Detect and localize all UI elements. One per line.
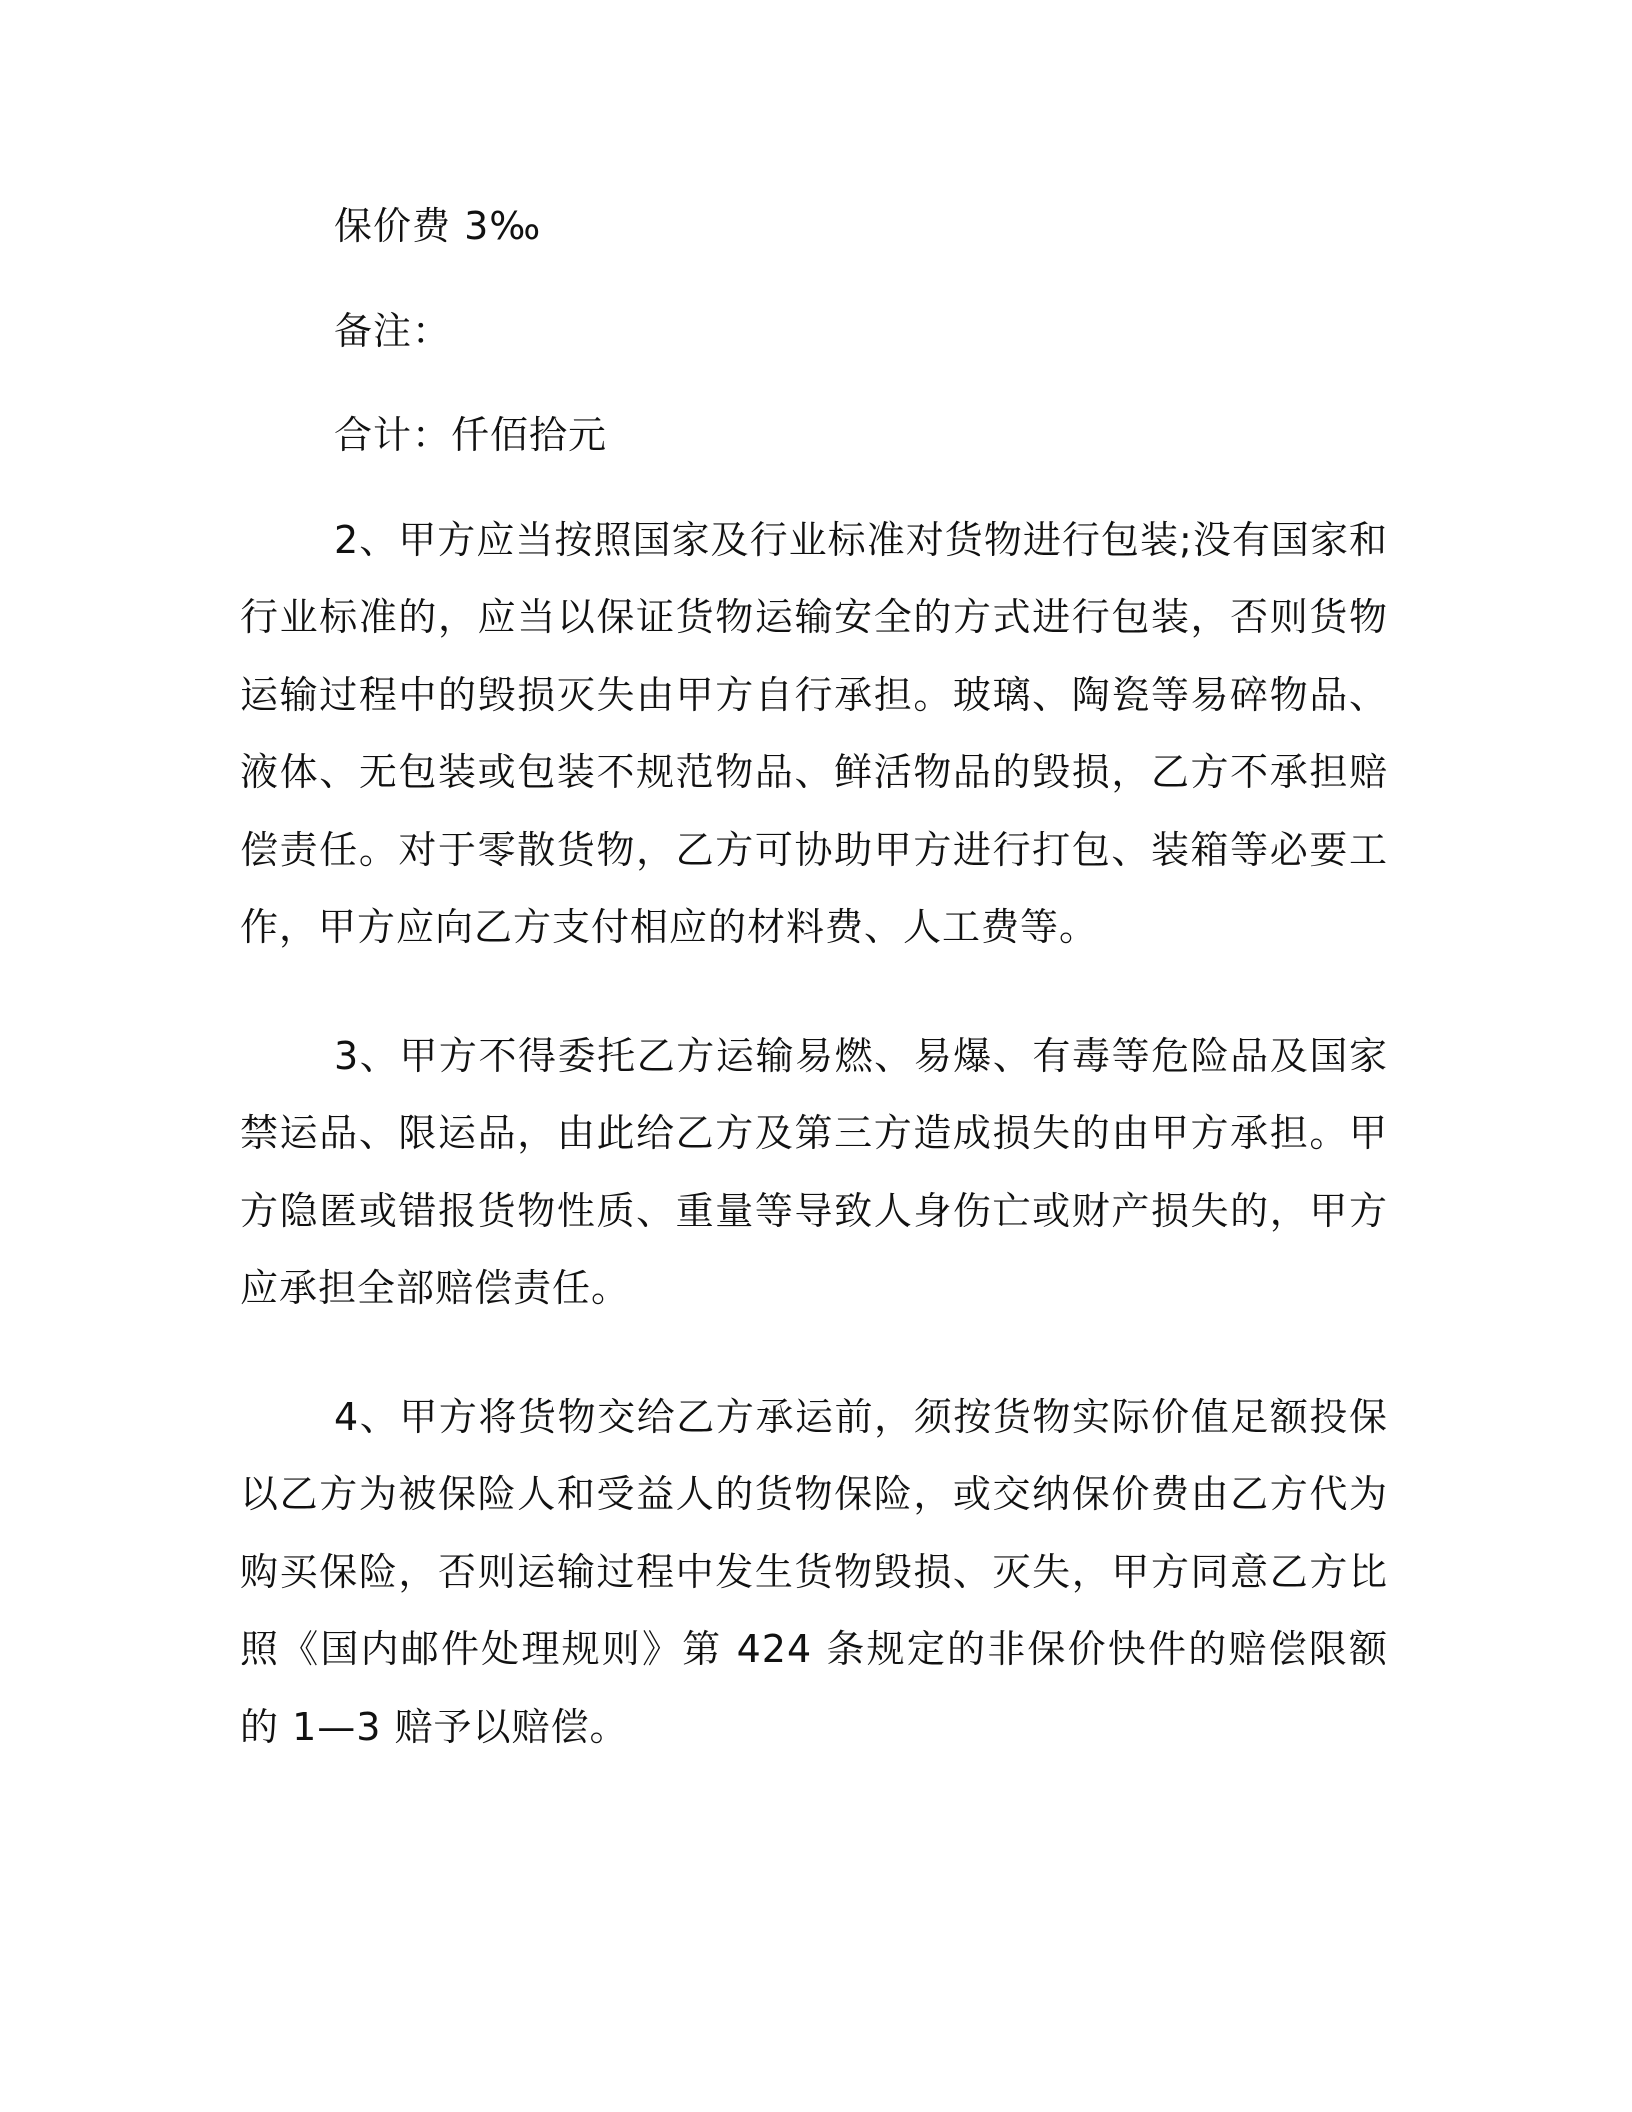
document-body — [240, 188, 1388, 1766]
total-line: 合计：仟佰拾元 — [334, 413, 608, 457]
clause-2-paragraph: 2、甲方应当按照国家及行业标准对货物进行包装;没有国家和行业标准的，应当以保证货物运输安全的方式进行包装，否则货物运输过程中的毁损灭失由甲方自行承担。玻璃、陶瓷等易碎物品、液体、无包装或包装不规范物品、鲜活物品的毁损，乙方不承担赔偿责任。对于零散货物，乙方可协助甲方进行打包、装箱等必要工作，甲方应向乙方支付相应的材料费、人工费等。 — [240, 517, 1388, 949]
insurance-fee-line: 保价费 3‰ — [334, 204, 542, 248]
remarks-line: 备注： — [334, 308, 452, 353]
clause-3-paragraph: 3、甲方不得委托乙方运输易燃、易爆、有毒等危险品及国家禁运品、限运品，由此给乙方及第三方造成损失的由甲方承担。甲方隐匿或错报货物性质、重量等导致人身伤亡或财产损失的，甲方应承担全部赔偿责任。 — [240, 1033, 1388, 1310]
clause-4-paragraph: 4、甲方将货物交给乙方承运前，须按货物实际价值足额投保以乙方为被保险人和受益人的货物保险，或交纳保价费由乙方代为购买保险，否则运输过程中发生货物毁损、灭失，甲方同意乙方比照《国内邮件处理规则》第 424 条规定的非保价快件的赔偿限额的 1—3 赔予以赔偿。 — [240, 1394, 1388, 1749]
